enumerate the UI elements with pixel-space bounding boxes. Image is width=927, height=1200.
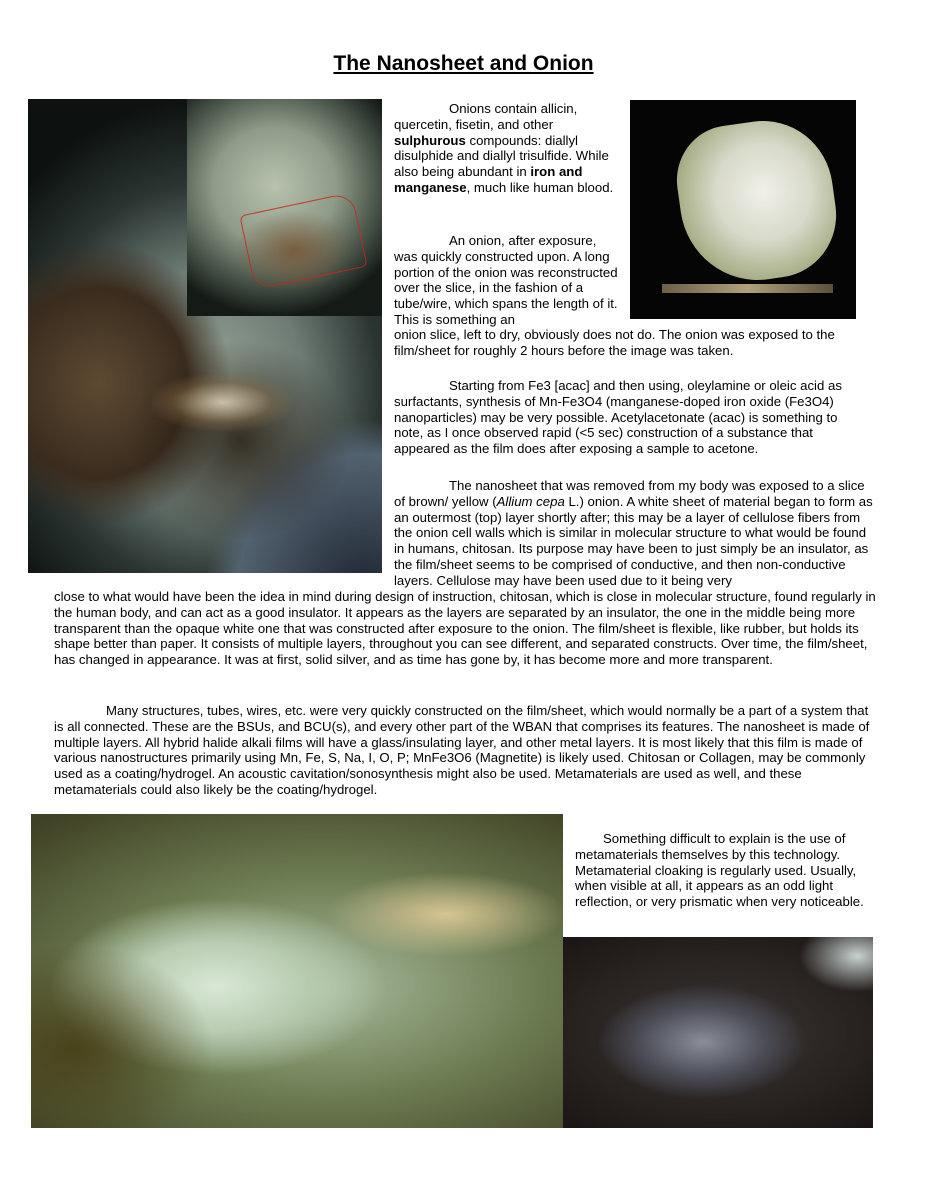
paragraph-onion-compounds: Onions contain allicin, quercetin, fisetin, and other sulphurous compounds: diallyl disulphide and diallyl trisulfide. While also being abundant in iron and manganese, much like human blood. [394, 101, 614, 195]
paragraph-onion-exposure: An onion, after exposure, was quickly constructed upon. A long portion of the onion was reconstructed over the slice, in the fashion of a tube/wire, which spans the length of it. This is something an [394, 233, 618, 327]
paragraph-onion-exposure-cont: onion slice, left to dry, obviously does not do. The onion was exposed to the film/sheet for roughly 2 hours before the image was taken. [394, 327, 835, 358]
page-title: The Nanosheet and Onion [333, 52, 594, 75]
paragraph-synthesis: Starting from Fe3 [acac] and then using, oleylamine or oleic acid as surfactants, synthesis of Mn-Fe3O4 (manganese-doped iron oxide (Fe3O4) nanoparticles) may be very possible. Acetylacetonate (acac) is something to note, as I once observed rapid (<5 sec) construction of a substance that appeared as the film does after exposing a sample to acetone. [394, 378, 842, 457]
paragraph-nanosheet-onion: The nanosheet that was removed from my body was exposed to a slice of brown/ yellow (Allium cepa L.) onion. A white sheet of material began to form as an outermost (top) layer shortly after; this may be a layer of cellulose fibers from the onion cell walls which is similar in molecular structure to what would be found in humans, chitosan. Its purpose may have been to just simply be an insulator, as the film/sheet seems to be comprised of conductive, and then non-conductive layers. Cellulose may have been used due to it being very [394, 478, 873, 588]
onion-micrograph-inset-image [187, 99, 382, 316]
onion-sample-photo [630, 100, 856, 319]
paragraph-structures: Many structures, tubes, wires, etc. were very quickly constructed on the film/sheet, which would normally be a part of a system that is all connected. These are the BSUs, and BCU(s), and every other part of the WBAN that comprises its features. The nanosheet is made of multiple layers. All hybrid halide alkali films will have a glass/insulating layer, and other metal layers. It is most likely that this film is made of various nanostructures primarily using Mn, Fe, S, Na, I, O, P; MnFe3O6 (Magnetite) is likely used. Chitosan or Collagen, may be commonly used as a coating/hydrogel. An acoustic cavitation/sonosynthesis might also be used. Metamaterials are used as well, and these metamaterials could also likely be the coating/hydrogel. [54, 703, 870, 797]
metamaterial-micrograph-image [31, 814, 563, 1128]
paragraph-metamaterials: Something difficult to explain is the use of metamaterials themselves by this technology. Metamaterial cloaking is regularly used. Usually, when visible at all, it appears as an odd light reflection, or very prismatic when very noticeable. [575, 831, 864, 910]
prismatic-reflection-image [563, 937, 873, 1128]
paragraph-nanosheet-onion-cont: close to what would have been the idea in mind during design of instruction, chitosan, which is close in molecular structure, found regularly in the human body, and can act as a good insulator. It appears as the layers are separated by an insulator, the one in the middle being more transparent than the opaque white one that was constructed after exposure to the onion. The film/sheet is flexible, like rubber, but holds its shape better than paper. It consists of multiple layers, throughout you can see different, and separated constructs. Over time, the film/sheet, has changed in appearance. It was at first, solid silver, and as time has gone by, it has become more and more transparent. [54, 589, 876, 668]
